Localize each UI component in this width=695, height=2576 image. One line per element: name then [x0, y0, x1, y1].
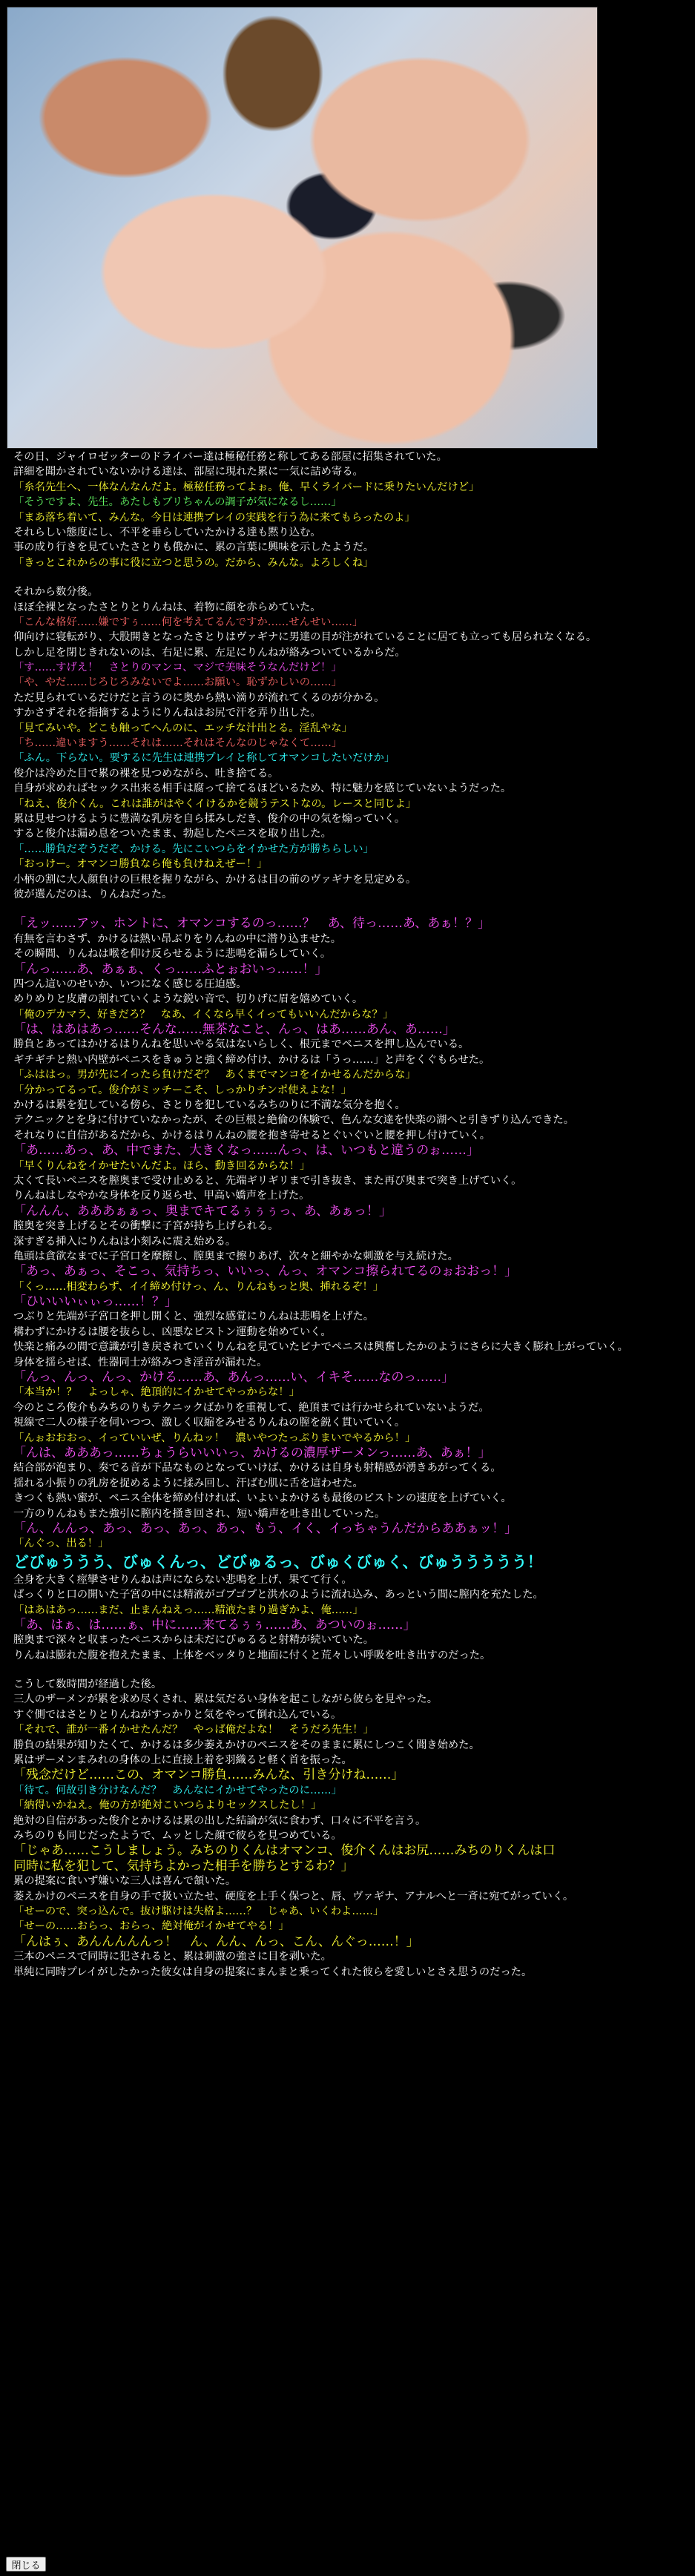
- dialogue-line: 「おっけー。オマンコ勝負なら俺も負けねえぜー！」: [13, 858, 268, 871]
- narration-line: きつくも熱い蜜が、ペニス全体を締め付ければ、いよいよかけるも最後のピストンの速度を上げていく。: [13, 1492, 512, 1505]
- dialogue-line: 「んっ、んっ、んっ、かける……あ、あんっ……い、イキそ……なのっ……」: [13, 1370, 455, 1386]
- narration-line: その日、ジャイロゼッターのドライバー達は極秘任務と称してある部屋に招集されていた。: [13, 451, 447, 463]
- narration-line: みちのりも同じだったようで、ムッとした顔で彼らを見つめている。: [13, 1829, 342, 1842]
- dialogue-line: 「せーので、突っ込んで。抜け駆けは失格よ……？ じゃあ、いくわよ……」: [13, 1905, 384, 1917]
- narration-line: 結合部が泡まり、奏でる音が下品なものとなっていけば、かけるは自身も射精感が湧きあがってくる。: [13, 1462, 501, 1475]
- narration-line: りんねはしなやかな身体を反り返らせ、甲高い嬌声を上げた。: [13, 1190, 310, 1202]
- narration-line: つぶりと先端が子宮口を押し開くと、強烈な感覚にりんねは悲鳴を上げた。: [13, 1311, 375, 1323]
- narration-line: ほぼ全裸となったさとりとりんねは、着物に顔を赤らめていた。: [13, 601, 321, 613]
- narration-line: 快楽と痛みの間で意識が引き戻されていくりんねを見ていたピナでペニスは興奮したかのようにさらに大きく膨れ上がっていく。: [13, 1341, 628, 1354]
- narration-line: 俊介は冷めた目で累の裸を見つめながら、吐き捨てる。: [13, 767, 279, 780]
- narration-line: すると俊介は漏め息をついたまま、勃起したペニスを取り出した。: [13, 828, 332, 840]
- narration-line: 絶対の自信があった俊介とかけるは累の出した結論が気に食わず、口々に不平を言う。: [13, 1814, 426, 1827]
- narration-line: 累はザーメンまみれの身体の上に直接上着を羽織ると軽く首を振った。: [13, 1754, 352, 1767]
- spacer: [13, 570, 681, 584]
- narration-line: 三人のザーメンが累を求め尽くされ、累は気だるい身体を起こしながら彼らを見やった。: [13, 1693, 438, 1706]
- dialogue-line: 「見てみいや。どこも触ってへんのに、エッチな汁出とる。淫乱やな」: [13, 722, 352, 734]
- narration-line: こうして数時間が経過した後。: [13, 1679, 162, 1691]
- close-button[interactable]: 閉じる: [6, 2557, 46, 2572]
- dialogue-line: 「俺のデカマラ、好きだろ？ なあ、イくなら早くイってもいいんだからな？」: [13, 1008, 394, 1021]
- narration-line: すかさずそれを指摘するようにりんねはお尻で汗を弄り出した。: [13, 707, 321, 719]
- narration-line: 揺れる小振りの乳房を捉めるように揉み回し、汗ばむ肌に舌を這わせた。: [13, 1477, 363, 1489]
- narration-line: 深すぎる挿入にりんねは小刻みに震え始める。: [13, 1235, 237, 1248]
- dialogue-line: 「そうですよ、先生。あたしもブリちゃんの調子が気になるし……」: [13, 496, 342, 509]
- dialogue-line: 「ふん。下らない。要するに先生は連携プレイと称してオマンコしたいだけか」: [13, 752, 395, 765]
- narration-line: 視線で二人の様子を伺いつつ、激しく収縮をみせるりんねの膣を鋭く貫いていく。: [13, 1417, 406, 1429]
- narration-line: 三本のペニスで同時に犯されると、累は刺激の強さに目を剥いた。: [13, 1951, 332, 1963]
- narration-line: 累は見せつけるように豊満な乳房を自ら揉みしだき、俊介の中の気を煽っていく。: [13, 812, 406, 825]
- dialogue-line: 「それで、誰が一番イかせたんだ？ やっぱ俺だよな！ そうだろ先生！」: [13, 1724, 374, 1736]
- dialogue-line: 「くっ……相変わらず、イイ締め付けっ、ん、りんねもっと奥、挿れるぞ！」: [13, 1280, 384, 1293]
- dialogue-line: 「こんな格好……嫌ですぅ……何を考えてるんですか……せんせい……」: [13, 616, 363, 628]
- narration-line: その瞬間、りんねは喉を仰け反らせるように悲鳴を漏らしていく。: [13, 948, 332, 961]
- dialogue-line: 「納得いかねえ。俺の方が絶対こいつらよりセックスしたし！」: [13, 1799, 322, 1812]
- narration-line: しかし足を閉じきれないのは、右足に累、左足にりんねが絡みついているからだ。: [13, 646, 406, 659]
- dialogue-line: 「……勝負だぞうだぞ、かける。先にこいつらをイかせた方が勝ちらしい」: [13, 843, 374, 855]
- dialogue-line: 「す……すげえ！ さとりのマンコ、マジで美味そうなんだけど！」: [13, 662, 342, 674]
- spacer: [13, 902, 681, 916]
- dialogue-line: 「待て。何故引き分けなんだ？ あんなにイかせてやったのに……」: [13, 1784, 342, 1796]
- narration-line: 膣奥を突き上げるとその衝撃に子宮が持ち上げられる。: [13, 1220, 279, 1233]
- dialogue-line: 「せーの……おらっ、おらっ、絶対俺がイかせてやる！」: [13, 1920, 289, 1933]
- dialogue-line: 「糸名先生へ、一体なんなんだよ。極秘任務ってよぉ。俺、早くライバードに乗りたいんだけど」: [13, 481, 480, 493]
- dialogue-line: 「んぐっ、出る！」: [13, 1538, 109, 1550]
- dialogue-line: 「ふははっ。男が先にイったら負けだぞ？ あくまでマンコをイかせるんだからな」: [13, 1069, 416, 1081]
- narration-line: 太くて長いペニスを膣奥まで受け止めると、先端ギリギリまで引き抜き、また再び奥まで突き上げていく。: [13, 1174, 522, 1187]
- narration-line: 単純に同時プレイがしたかった彼女は自身の提案にまんまと乗ってくれた彼らを愛しいとさえ思うのだった。: [13, 1966, 533, 1978]
- narration-line: 小柄の割に大人顔負けの巨根を握りながら、かけるは目の前のヴァギナを見定める。: [13, 873, 417, 886]
- dialogue-line: 「ち……違いますう……それは……それはそんなのじゃなくて……」: [13, 737, 343, 750]
- dialogue-line: 「んんん、あああぁぁっ、奥までキてるぅぅぅっ、あ、あぁっ！」: [13, 1203, 392, 1219]
- narration-line: 構わずにかけるは腰を抜らし、凶悪なピストン運動を始めていく。: [13, 1325, 332, 1338]
- dialogue-line: 「んはぅ、あんんんんんっ！ ん、んん、んっ、こん、んぐっ……！」: [13, 1934, 419, 1949]
- dialogue-line: 「早くりんねをイかせたいんだよ。ほら、動き回るからな！」: [13, 1159, 311, 1172]
- narration-line: かけるは累を犯している傍ら、さとりを犯しているみちのりに不満な気分を抱く。: [13, 1099, 406, 1112]
- dialogue-line: 「あっ、あぁっ、そこっ、気持ちっ、いいっ、んっ、オマンコ擦られてるのぉおおっ！」: [13, 1264, 518, 1279]
- narration-line: 仰向けに寝転がり、大股開きとなったさとりはヴァギナに男達の目が注がれていることに居ても立っても居られなくなる。: [13, 631, 597, 644]
- narration-line: すぐ側ではさとりとりんねがすっかりと気をやって倒れ込んでいる。: [13, 1708, 342, 1721]
- dialogue-line: 「はあはあっ……まだ、止まんねえっ……精液たまり過ぎかよ、俺……」: [13, 1604, 363, 1616]
- dialogue-line: 「きっとこれからの事に役に立つと思うの。だから、みんな。よろしくね」: [13, 556, 374, 569]
- narration-line: 萎えかけのペニスを自身の手で扱い立たせ、硬度を上手く保つと、唇、ヴァギナ、アナルへと一斉に宛てがっていく。: [13, 1890, 574, 1903]
- dialogue-line: 「えッ……アッ、ホントに、オマンコするのっ……？ あ、待っ……あ、あぁ！？」: [13, 916, 491, 932]
- dialogue-line: 「あ……あっ、あ、中でまた、大きくなっ……んっ、は、いつもと違うのぉ……」: [13, 1143, 479, 1159]
- dialogue-line: 「本当か！？ よっしゃ、絶頂的にイかせてやっからな！」: [13, 1386, 300, 1399]
- dialogue-line: 「まあ落ち着いて、みんな。今日は連携プレイの実践を行う為に来てもらったのよ」: [13, 511, 415, 524]
- narration-line: 累の提案に食いず嫌いな三人は喜んで頷いた。: [13, 1875, 237, 1888]
- narration-line: 詳細を聞かされていないかける達は、部屋に現れた累に一気に詰め寄る。: [13, 466, 363, 478]
- dialogue-line: 「んっ……あ、あぁぁ、くっ……ふとぉおいっ……！」: [13, 961, 328, 977]
- narration-line: ギチギチと熱い内壁がペニスをきゅうと強く締め付け、かけるは「うっ……」と声をくぐもらせた。: [13, 1053, 490, 1066]
- illustration-image: [7, 7, 598, 449]
- narration-line: 一方のりんねもまた強引に膣内を掻き回され、短い嬌声を吐き出していった。: [13, 1507, 386, 1520]
- narration-line: テクニックとを身に付けていなかったが、その巨根と絶倫の体験で、色んな女達を快楽の湖へと引きずり込んできた。: [13, 1114, 575, 1127]
- narration-line: それから数分後。: [13, 586, 99, 599]
- narration-line: 彼が選んだのは、りんねだった。: [13, 888, 173, 900]
- narration-line: 有無を言わさず、かけるは熱い昂ぶりをりんねの中に潜り込ませた。: [13, 932, 342, 945]
- dialogue-line: 「残念だけど……この、オマンコ勝負……みんな、引き分けね……」: [13, 1768, 404, 1783]
- narration-line: 四つん這いのせいか、いつになく感じる圧迫感。: [13, 978, 247, 990]
- dialogue-line: どびゅううう、びゅくんっ、どびゅるっ、びゅくびゅく、びゅううううう！: [13, 1552, 543, 1571]
- narration-line: りんねは膨れた腹を抱えたまま、上体をベッタりと地面に付くと荒々しい呼吸を吐き出すのだった。: [13, 1649, 491, 1661]
- narration-line: 身体を揺らせば、性器同士が絡みつき淫音が漏れた。: [13, 1356, 268, 1368]
- dialogue-line: 「分かってるって。俊介がミッチーこそ、しっかりチンポ使えよな！」: [13, 1084, 352, 1096]
- narration-line: それらしい態度にし、不平を垂らしていたかける達も黙り込む。: [13, 526, 321, 538]
- dialogue-line: 「んぉおおおっ、イっていいぜ、りんねッ！ 濃いやつたっぷりまいでやるから！」: [13, 1432, 416, 1444]
- dialogue-line: 「じゃあ……こうしましょう。みちのりくんはオマンコ、俊介くんはお尻……みちのりくんは口: [13, 1843, 556, 1859]
- narration-line: 膣奥まで深々と収まったペニスからは未だにびゅるると射精が続いていた。: [13, 1634, 375, 1647]
- dialogue-line: 「や、やだ……じろじろみないでよ……お願い。恥ずかしいの……」: [13, 676, 342, 689]
- dialogue-line: 「ん、んんっ、あっ、あっ、あっ、あっ、もう、イく、イっちゃうんだからああぁッ！」: [13, 1521, 518, 1536]
- dialogue-line: 「は、はあはあっ……そんな……無茶なこと、んっ、はあ……あん、あ……」: [13, 1022, 455, 1038]
- dialogue-line: 「ねえ、俊介くん。これは誰がはやくイけるかを競うテストなの。レースと同じよ」: [13, 797, 417, 810]
- narration-line: 事の成り行きを見ていたさとりも俄かに、累の言葉に興味を示したようだ。: [13, 541, 375, 554]
- narration-line: 勝負とあってはかけるはりんねを思いやる気はないらしく、根元までペニスを押し込んでいる。: [13, 1038, 470, 1051]
- dialogue-line: 「ひいいいぃぃっ……！？」: [13, 1294, 177, 1310]
- narration-line: ただ見られているだけだと言うのに奥から熱い滴りが流れてくるのが分かる。: [13, 691, 385, 704]
- narration-line: めりめりと皮膚の割れていくような鋭い音で、切りげに眉を嬉めていく。: [13, 993, 363, 1006]
- narration-line: 勝負の結果が知りたくて、かけるは多少萎えかけのペニスをそのままに累にしつこく聞き始めた。: [13, 1739, 480, 1751]
- spacer: [13, 1663, 681, 1677]
- narration-line: ぱっくりと口の開いた子宮の中には精液がゴプゴプと洪水のように流れ込み、あっという間に膣内を充たした。: [13, 1589, 544, 1601]
- dialogue-line: 同時に私を犯して、気持ちよかった相手を勝ちとするわ？」: [13, 1858, 354, 1874]
- narration-line: それなりに自信があるだから、かけるはりんねの腰を抱き寄せるとぐいぐいと腰を押し付けていく。: [13, 1129, 491, 1142]
- story-text: [13, 449, 681, 1980]
- narration-line: 自身が求めればセックス出来る相手は腐って捨てるほどいるため、特に魅力を感じていないようだった。: [13, 783, 512, 795]
- dialogue-line: 「んは、あああっ……ちょうらいいいっ、かけるの濃厚ザーメンっ……あ、あぁ！」: [13, 1446, 491, 1460]
- narration-line: 今のところ俊介もみちのりもテクニックばかりを重視して、絶頂までは行かせられていないようだ。: [13, 1401, 490, 1414]
- dialogue-line: 「あ、はぁ、は……ぁ、中に……来てるぅぅ……あ、あついのぉ……」: [13, 1617, 416, 1633]
- narration-line: 亀頭は貪欲なまでに子宮口を摩擦し、膣奥まで擦りあげ、次々と細やかな刺激を与え続けた。: [13, 1250, 458, 1262]
- narration-line: 全身を大きく痙攣させりんねは声にならない悲鳴を上げ、果てて行く。: [13, 1573, 352, 1586]
